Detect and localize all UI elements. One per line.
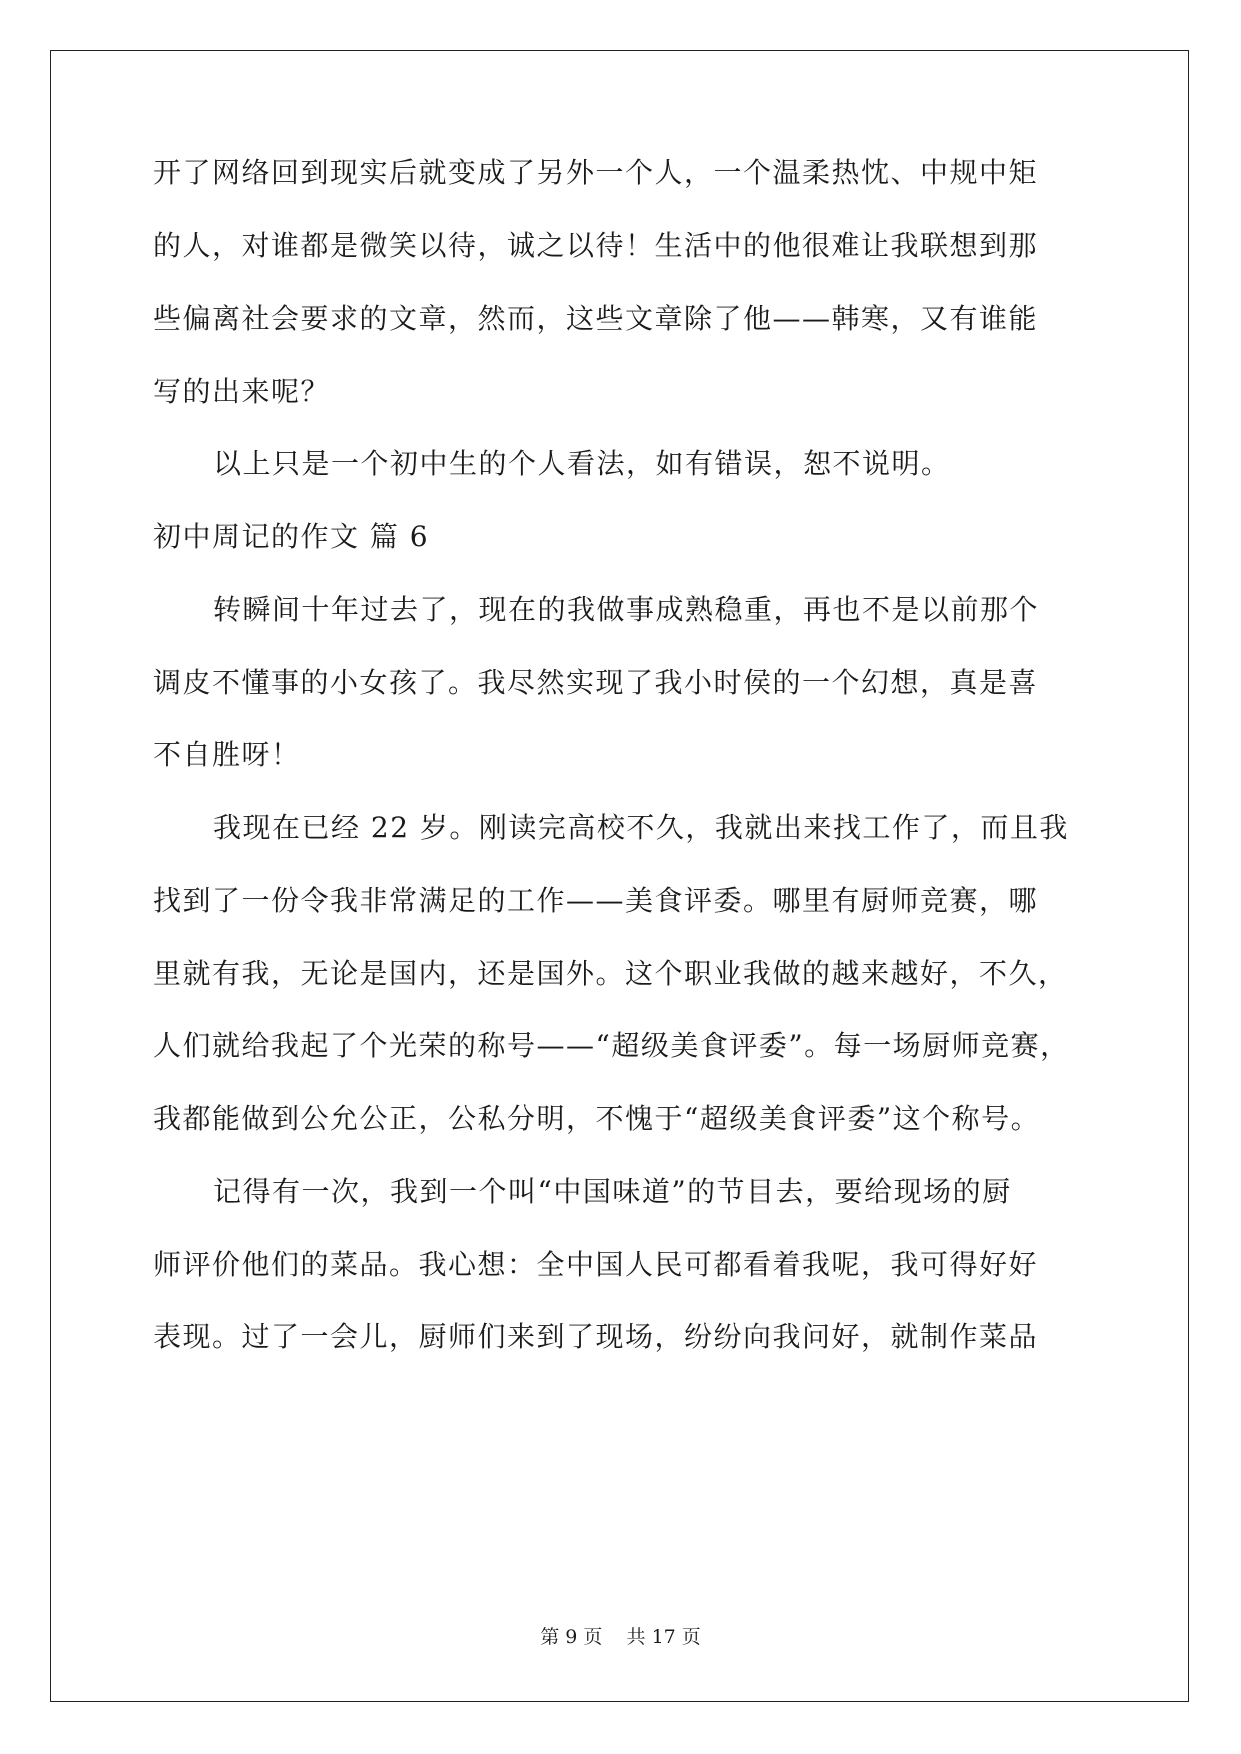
- paragraph-line: 我都能做到公允公正，公私分明，不愧于“超级美食评委”这个称号。: [153, 1102, 1041, 1135]
- paragraph-line: 写的出来呢？: [153, 375, 331, 408]
- paragraph-line: 调皮不懂事的小女孩了。我尽然实现了我小时侯的一个幻想，真是喜: [153, 666, 1039, 699]
- paragraph-line: 不自胜呀！: [153, 738, 301, 771]
- paragraph-line: 找到了一份令我非常满足的工作——美食评委。哪里有厨师竞赛，哪: [153, 884, 1039, 917]
- page-number-footer: 第 9 页 共 17 页: [540, 1626, 701, 1648]
- page-border: [50, 50, 1189, 1702]
- paragraph-line: 里就有我，无论是国内，还是国外。这个职业我做的越来越好，不久，: [153, 957, 1068, 990]
- paragraph-line: 我现在已经 22 岁。刚读完高校不久，我就出来找工作了，而且我: [213, 811, 1069, 844]
- paragraph-line: 人们就给我起了个光荣的称号——“超级美食评委”。每一场厨师竞赛，: [153, 1029, 1070, 1062]
- paragraph-line: 师评价他们的菜品。我心想：全中国人民可都看着我呢，我可得好好: [153, 1248, 1039, 1281]
- paragraph-line: 的人，对谁都是微笑以待，诚之以待！生活中的他很难让我联想到那: [153, 229, 1039, 262]
- paragraph-line: 转瞬间十年过去了，现在的我做事成熟稳重，再也不是以前那个: [213, 593, 1040, 626]
- paragraph-line: 开了网络回到现实后就变成了另外一个人，一个温柔热忱、中规中矩: [153, 156, 1039, 189]
- section-heading: 初中周记的作文 篇 6: [153, 520, 430, 553]
- paragraph-line: 记得有一次，我到一个叫“中国味道”的节目去，要给现场的厨: [213, 1175, 1012, 1208]
- paragraph-line: 以上只是一个初中生的个人看法，如有错误，恕不说明。: [213, 447, 951, 480]
- paragraph-line: 表现。过了一会儿，厨师们来到了现场，纷纷向我问好，就制作菜品: [153, 1320, 1039, 1353]
- paragraph-line: 些偏离社会要求的文章，然而，这些文章除了他——韩寒，又有谁能: [153, 302, 1039, 335]
